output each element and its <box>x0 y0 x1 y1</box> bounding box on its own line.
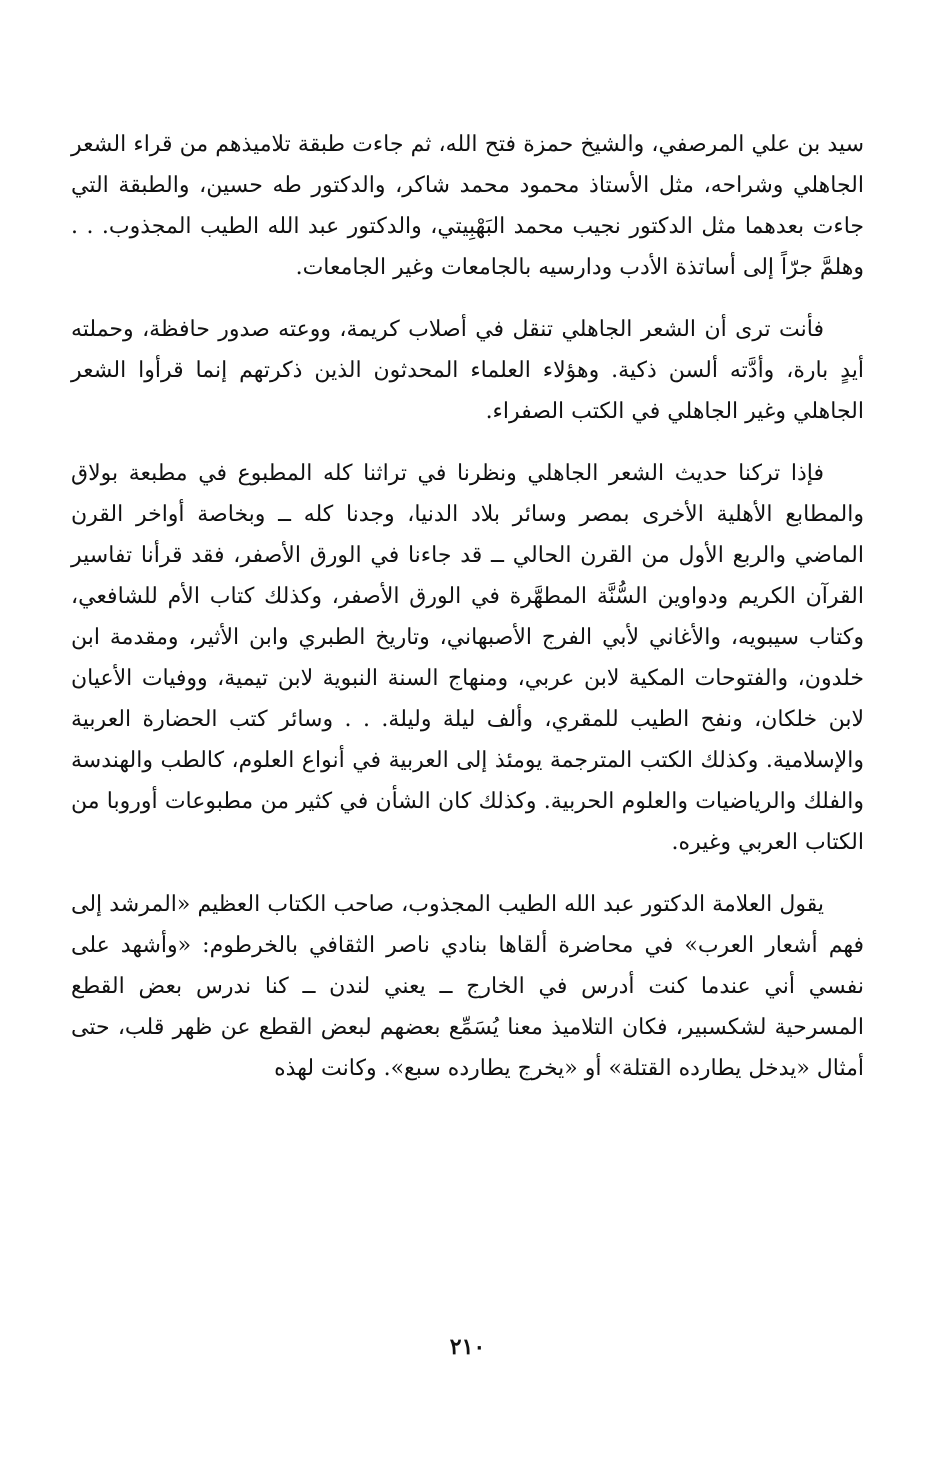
paragraph-4: يقول العلامة الدكتور عبد الله الطيب المجذوب، صاحب الكتاب العظيم «المرشد إلى فهم أشعار العرب» في محاضرة ألقاها بنادي ناصر الثقافي بالخرطوم: «وأشهد على نفسي أني عندما كنت أدرس في الخارج ــ يعني لندن ــ كنا ندرس بعض القطع المسرحية لشكسبير، فكان التلاميذ معنا يُسَمِّع بعضهم لبعض القطع عن ظهر قلب، حتى أمثال «يدخل يطارده القتلة» أو «يخرج يطارده سبع». وكانت لهذه <box>71 892 864 1081</box>
paragraph-2: فأنت ترى أن الشعر الجاهلي تنقل في أصلاب كريمة، ووعته صدور حافظة، وحملته أيدٍ بارة، وأدَّته ألسن ذكية. وهؤلاء العلماء المحدثون الذين ذكرتهم إنما قرأوا الشعر الجاهلي وغير الجاهلي في الكتب الصفراء. <box>71 317 864 424</box>
paragraph-1: سيد بن علي المرصفي، والشيخ حمزة فتح الله، ثم جاءت طبقة تلاميذهم من قراء الشعر الجاهلي وشراحه، مثل الأستاذ محمود محمد شاكر، والدكتور طه حسين، والطبقة التي جاءت بعدهما مثل الدكتور نجيب محمد البَهْبِيتي، والدكتور عبد الله الطيب المجذوب. . . وهلمَّ جرّاً إلى أساتذة الأدب ودارسيه بالجامعات وغير الجامعات. <box>71 132 864 280</box>
page-number: ٢١٠ <box>449 1334 486 1360</box>
paragraph-3: فإذا تركنا حديث الشعر الجاهلي ونظرنا في تراثنا كله المطبوع في مطبعة بولاق والمطابع الأهلية الأخرى بمصر وسائر بلاد الدنيا، وجدنا كله ــ وبخاصة أواخر القرن الماضي والربع الأول من القرن الحالي ــ قد جاءنا في الورق الأصفر، فقد قرأنا تفاسير القرآن الكريم ودواوين السُّنَّة المطهَّرة في الورق الأصفر، وكذلك كتاب الأم للشافعي، وكتاب سيبويه، والأغاني لأبي الفرج الأصبهاني، وتاريخ الطبري وابن الأثير، ومقدمة ابن خلدون، والفتوحات المكية لابن عربي، ومنهاج السنة النبوية لابن تيمية، ووفيات الأعيان لابن خلكان، ونفح الطيب للمقري، وألف ليلة وليلة. . . وسائر كتب الحضارة العربية والإسلامية. وكذلك الكتب المترجمة يومئذ إلى العربية في أنواع العلوم، كالطب والهندسة والفلك والرياضيات والعلوم الحربية. وكذلك كان الشأن في كثير من مطبوعات أوروبا من الكتاب العربي وغيره. <box>71 461 864 855</box>
body-text <box>71 124 864 1110</box>
